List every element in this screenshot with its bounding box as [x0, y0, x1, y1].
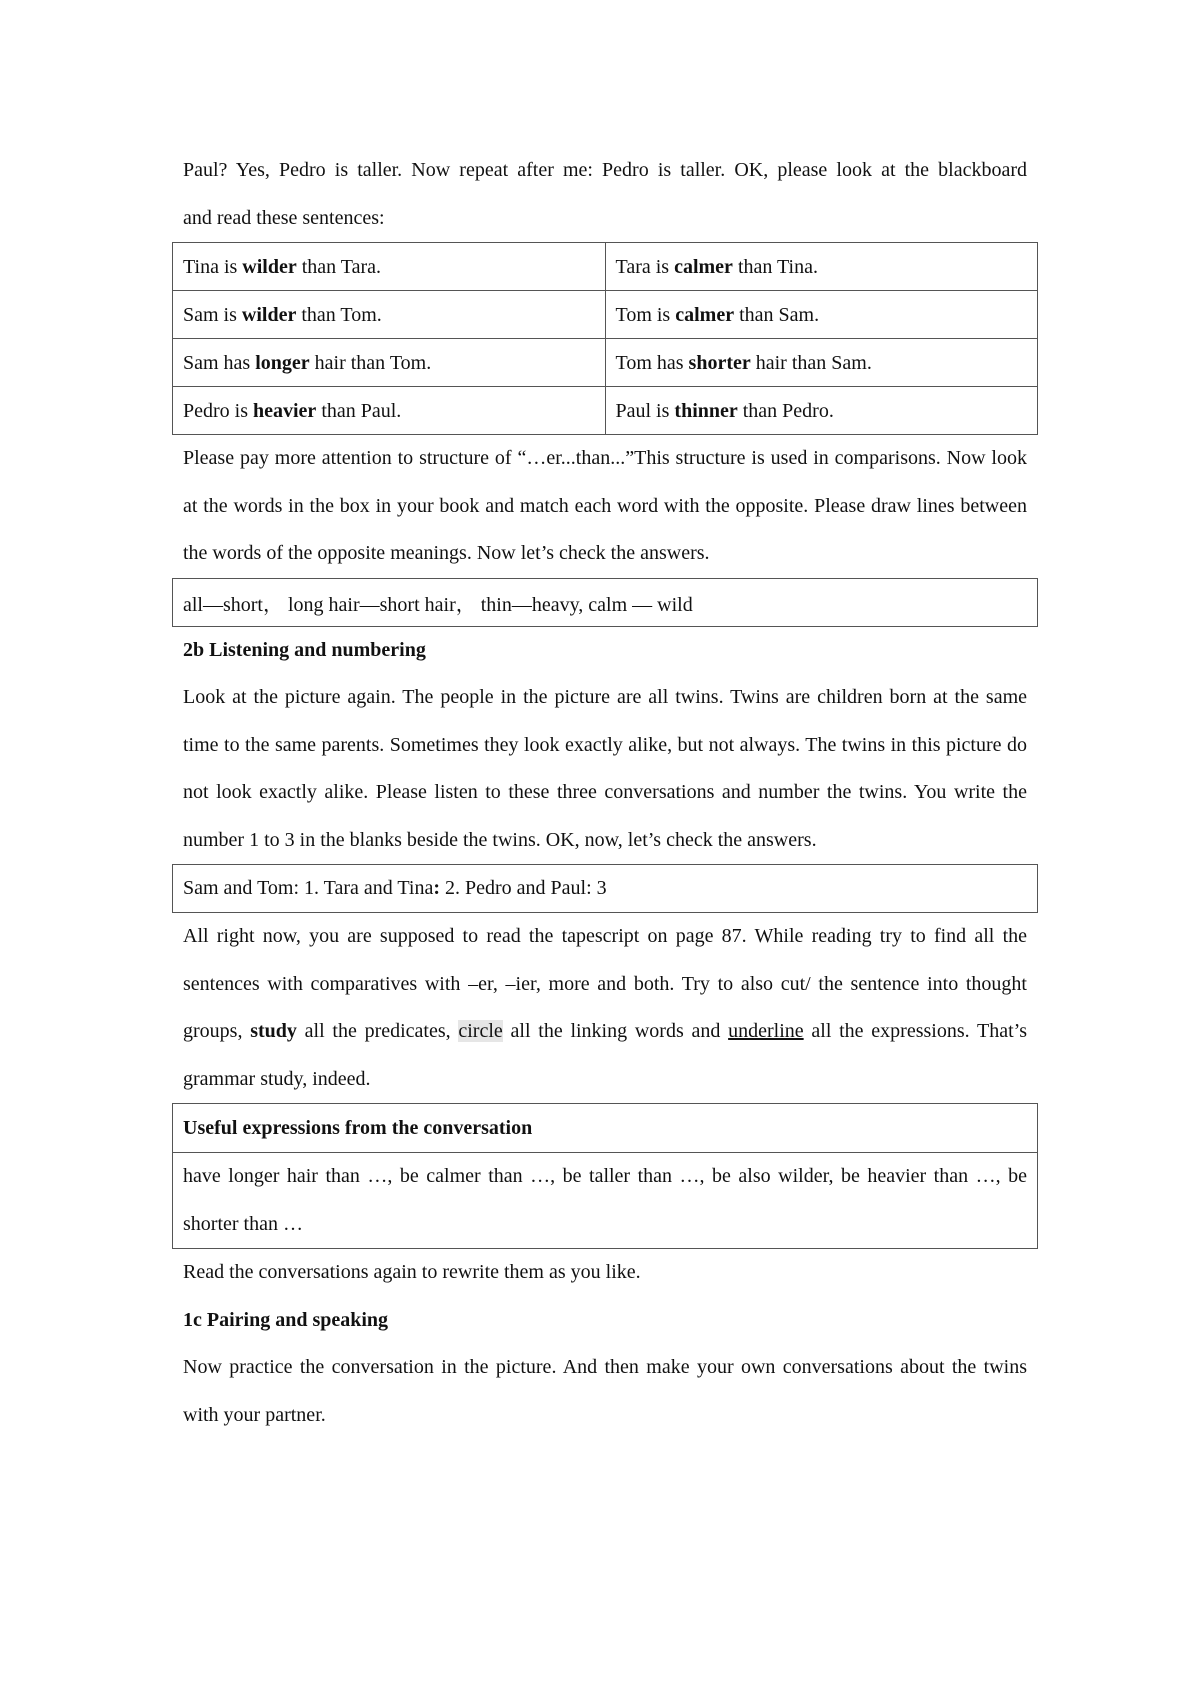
tapescript-paragraph: All right now, you are supposed to read the tapescript on page 87. While reading try to find all the sentences with comparatives with –er, –ier, more and both. Try to also cut/ the sentence into thought groups, study all the predicates, circle all the linking words and underline all the expressions. That’s grammar study, indeed. — [183, 925, 1027, 1090]
section-2b-heading: 2b Listening and numbering — [183, 638, 426, 661]
useful-expressions-body: have longer hair than …, be calmer than …, be taller than …, be also wilder, be heavier than …, be shorter than … — [183, 1165, 1027, 1235]
table-cell: Paul is thinner than Pedro. — [605, 387, 1038, 435]
table-row — [173, 339, 1038, 387]
table-cell: Pedro is heavier than Paul. — [173, 387, 606, 435]
section-1c-heading: 1c Pairing and speaking — [183, 1308, 389, 1331]
table-cell: Sam has longer hair than Tom. — [173, 339, 606, 387]
table-cell: Tom has shorter hair than Sam. — [605, 339, 1038, 387]
twins-answer-box — [172, 864, 1038, 913]
table-cell: Sam is wilder than Tom. — [173, 291, 606, 339]
table-row — [173, 243, 1038, 291]
table-cell: Tina is wilder than Tara. — [173, 243, 606, 291]
circle-highlight-word: circle — [458, 1020, 503, 1042]
section-2b-paragraph: Look at the picture again. The people in the picture are all twins. Twins are children born at the same time to the same parents. Sometimes they look exactly alike, but not always. The twins in this picture do not look exactly alike. Please listen to these three conversations and number the twins. You write the number 1 to 3 in the blanks beside the twins. OK, now, let’s check the answers. — [183, 686, 1027, 851]
section-1c-paragraph: Now practice the conversation in the picture. And then make your own conversations about the twins with your partner. — [183, 1356, 1027, 1426]
attention-paragraph: Please pay more attention to structure of “…er...than...”This structure is used in comparisons. Now look at the words in the box in your book and match each word with the opposite. Please draw lines between the words of the opposite meanings. Now let’s check the answers. — [183, 447, 1027, 564]
underline-word: underline — [728, 1020, 804, 1042]
page-content — [183, 147, 1027, 1439]
comparison-table — [172, 242, 1038, 435]
rewrite-line: Read the conversations again to rewrite them as you like. — [183, 1261, 641, 1283]
intro-line-2: and read these sentences: — [183, 206, 385, 229]
intro-line-1: Paul? Yes, Pedro is taller. Now repeat after me: Pedro is taller. OK, please look at the blackboard — [183, 159, 1027, 181]
useful-expressions-title: Useful expressions from the conversation — [173, 1104, 1037, 1153]
table-row — [173, 291, 1038, 339]
table-row — [173, 387, 1038, 435]
useful-expressions-box — [172, 1103, 1038, 1249]
twins-answer: Sam and Tom: 1. Tara and Tina: 2. Pedro and Paul: 3 — [183, 877, 607, 899]
opposites-answer-box — [172, 578, 1038, 627]
table-cell: Tom is calmer than Sam. — [605, 291, 1038, 339]
table-cell: Tara is calmer than Tina. — [605, 243, 1038, 291]
study-bold-word: study — [250, 1020, 297, 1042]
opposites-answer: all—short， long hair—short hair， thin—heavy, calm — wild — [183, 593, 693, 616]
